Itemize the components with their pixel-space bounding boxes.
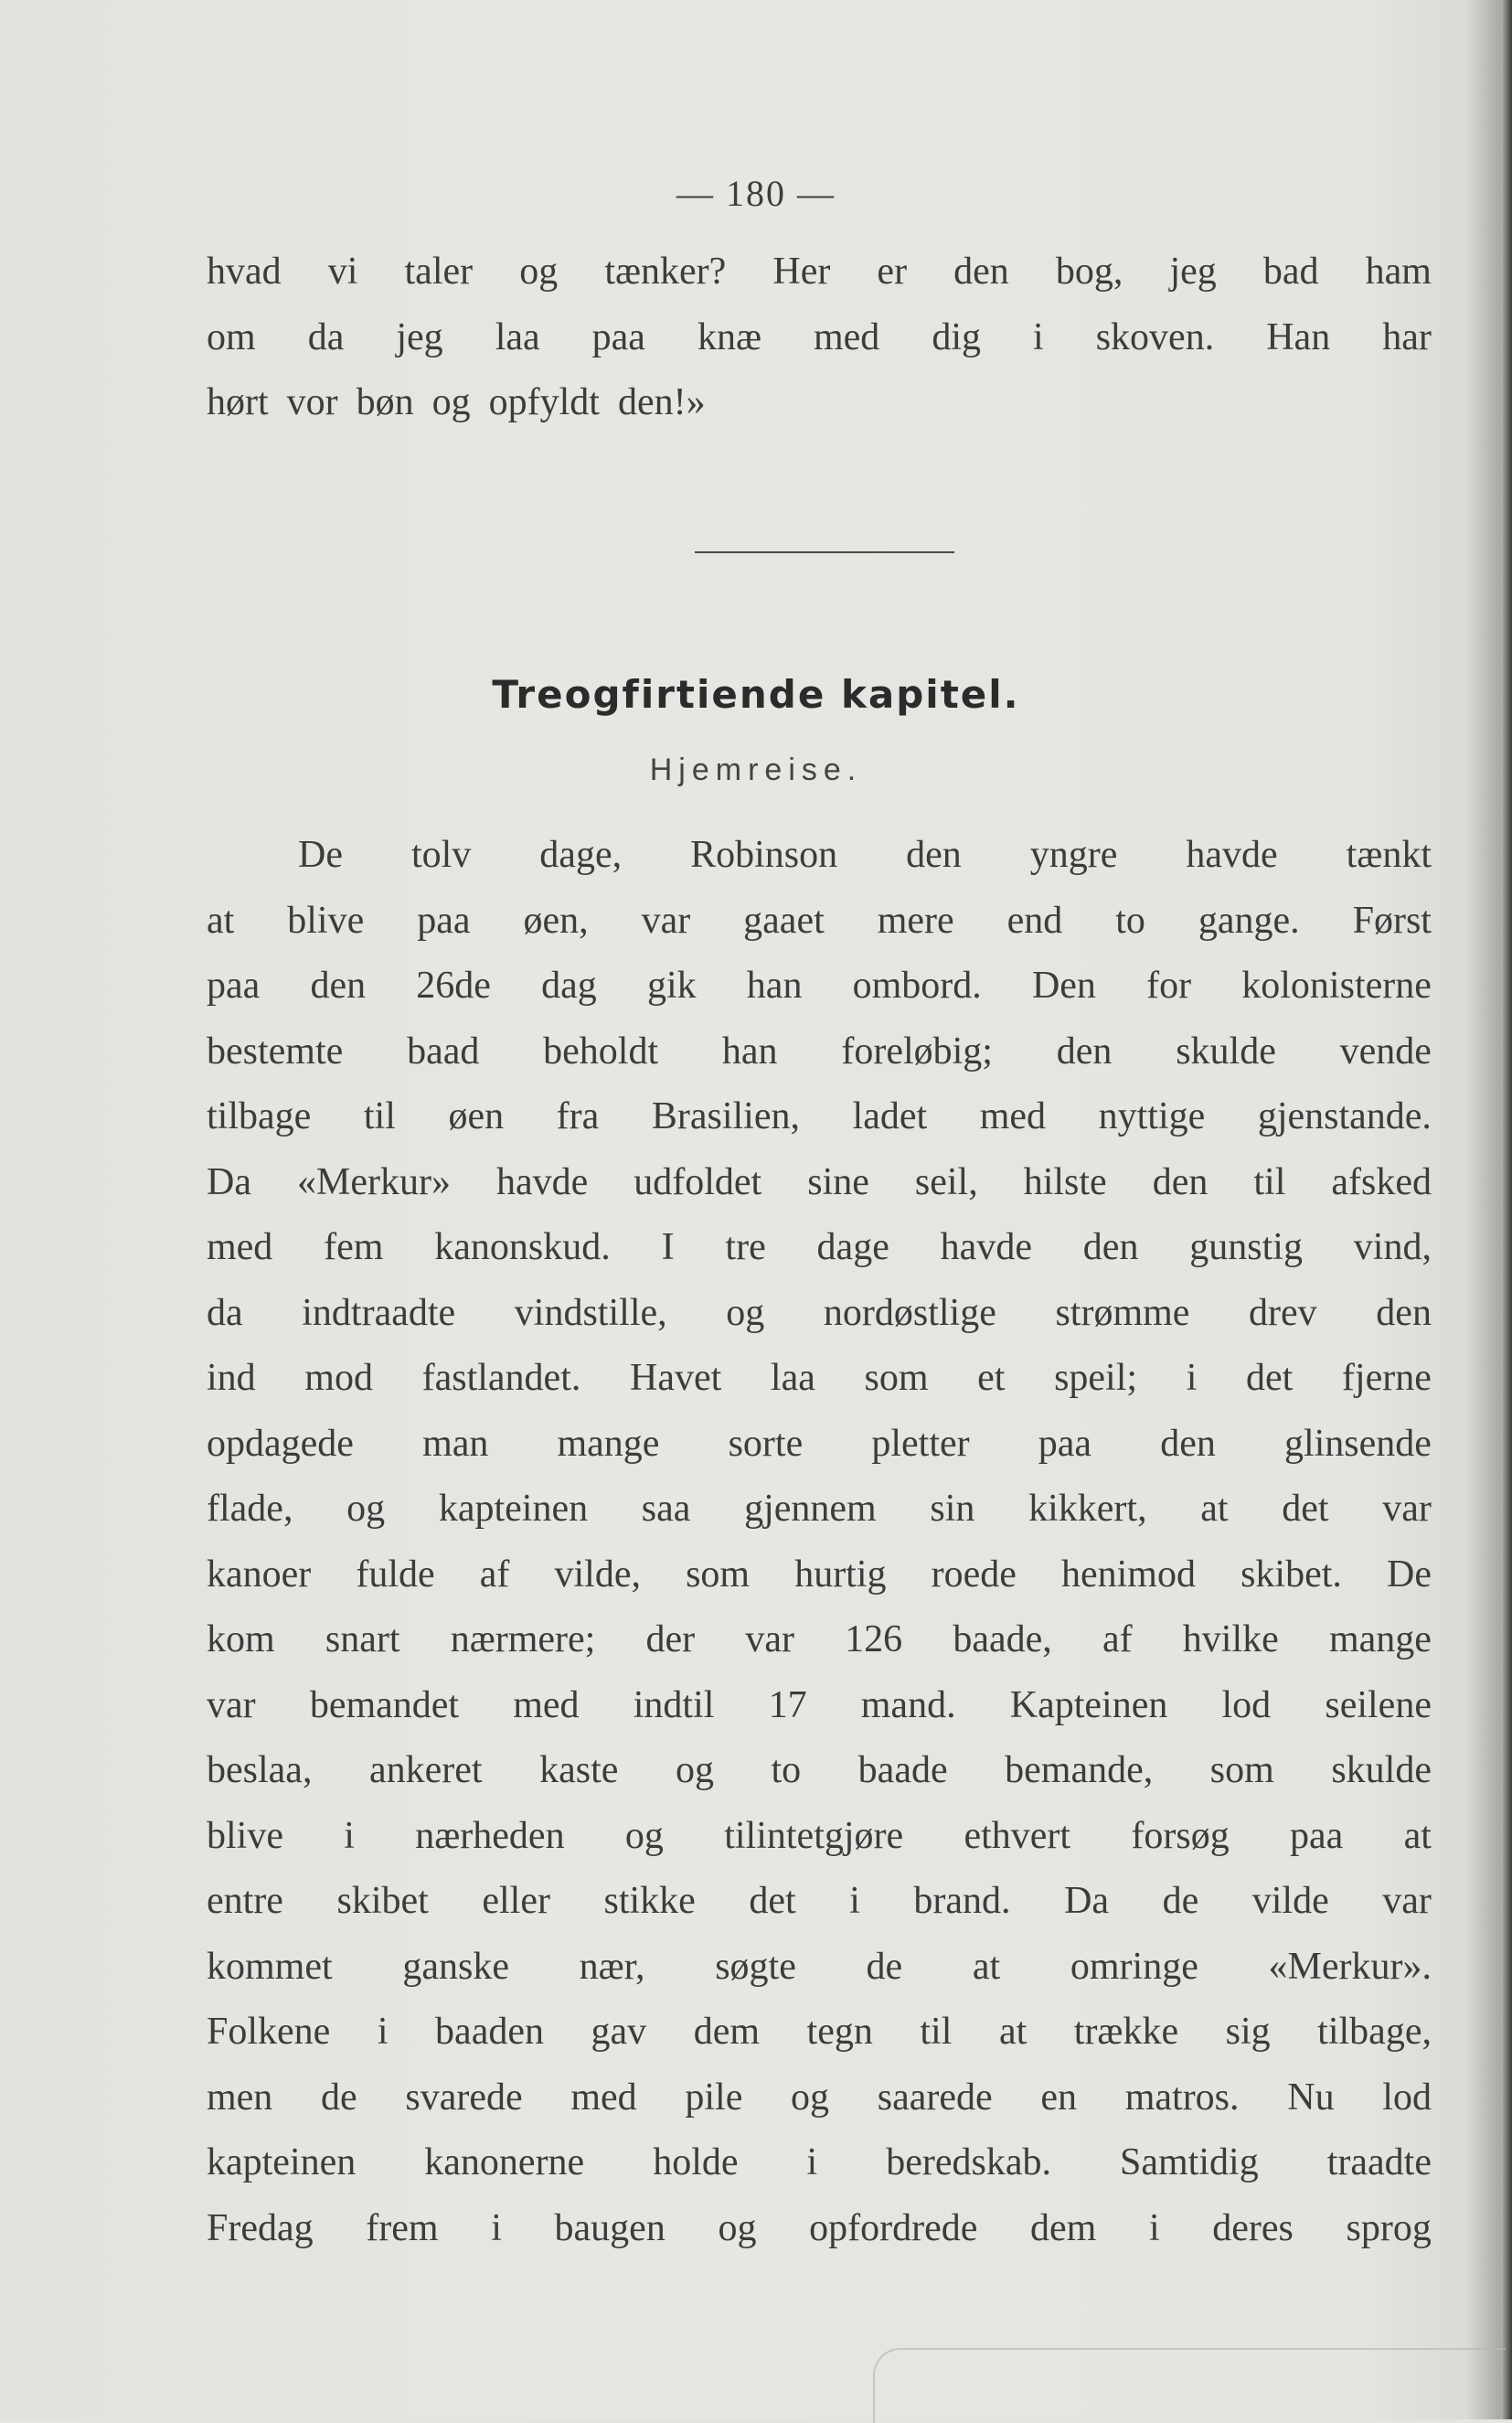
chapter-subtitle: Hjemreise.	[649, 753, 863, 787]
text-line: opdagede man mange sorte pletter paa den glinsende	[207, 1422, 1432, 1465]
text-line: at blive paa øen, var gaaet mere end to gange. Først	[207, 899, 1432, 942]
text-line: hvad vi taler og tænker? Her er den bog, jeg bad ham	[207, 251, 1432, 293]
text-line: kom snart nærmere; der var 126 baade, af hvilke mange	[207, 1618, 1432, 1660]
text-line: De tolv dage, Robinson den yngre havde tænkt	[298, 834, 1432, 876]
text-line: kapteinen kanonerne holde i beredskab. Samtidig traadte	[207, 2141, 1432, 2183]
text-line: tilbage til øen fra Brasilien, ladet med nyttige gjenstande.	[207, 1095, 1432, 1137]
text-line: kanoer fulde af vilde, som hurtig roede henimod skibet. De	[207, 1553, 1432, 1596]
text-line: var bemandet med indtil 17 mand. Kapteinen lod seilene	[207, 1683, 1432, 1726]
book-spine-shadow	[1501, 0, 1512, 2419]
text-line: kommet ganske nær, søgte de at omringe «Merkur».	[207, 1945, 1432, 1988]
text-line: bestemte baad beholdt han foreløbig; den skulde vende	[207, 1030, 1432, 1073]
text-line: Fredag frem i baugen og opfordrede dem i deres sprog	[207, 2206, 1432, 2249]
text-line: Folkene i baaden gav dem tegn til at trække sig tilbage,	[207, 2011, 1432, 2053]
page-stain	[873, 2348, 1506, 2423]
text-line: med fem kanonskud. I tre dage havde den gunstig vind,	[207, 1226, 1432, 1268]
text-line: om da jeg laa paa knæ med dig i skoven. Han har	[207, 315, 1432, 358]
text-line: flade, og kapteinen saa gjennem sin kikkert, at det var	[207, 1488, 1432, 1530]
text-line: men de svarede med pile og saarede en matros. Nu lod	[207, 2076, 1432, 2119]
section-divider	[695, 551, 954, 553]
text-line: paa den 26de dag gik han ombord. Den for kolonisterne	[207, 965, 1432, 1007]
text-line: Da «Merkur» havde udfoldet sine seil, hilste den til afsked	[207, 1160, 1432, 1203]
chapter-body-text	[207, 823, 1432, 2261]
text-line: entre skibet eller stikke det i brand. Da de vilde var	[207, 1880, 1432, 1922]
page-number: — 180 —	[676, 173, 836, 214]
text-line: hørt vor bøn og opfyldt den!»	[207, 381, 706, 423]
text-line: ind mod fastlandet. Havet laa som et speil; i det fjerne	[207, 1357, 1432, 1399]
continuation-text	[207, 240, 1432, 436]
text-line: da indtraadte vindstille, og nordøstlige strømme drev den	[207, 1291, 1432, 1334]
chapter-title: Treogfirtiende kapitel.	[492, 672, 1020, 717]
text-line: beslaa, ankeret kaste og to baade bemande, som skulde	[207, 1749, 1432, 1791]
text-line: blive i nærheden og tilintetgjøre ethvert forsøg paa at	[207, 1814, 1432, 1857]
